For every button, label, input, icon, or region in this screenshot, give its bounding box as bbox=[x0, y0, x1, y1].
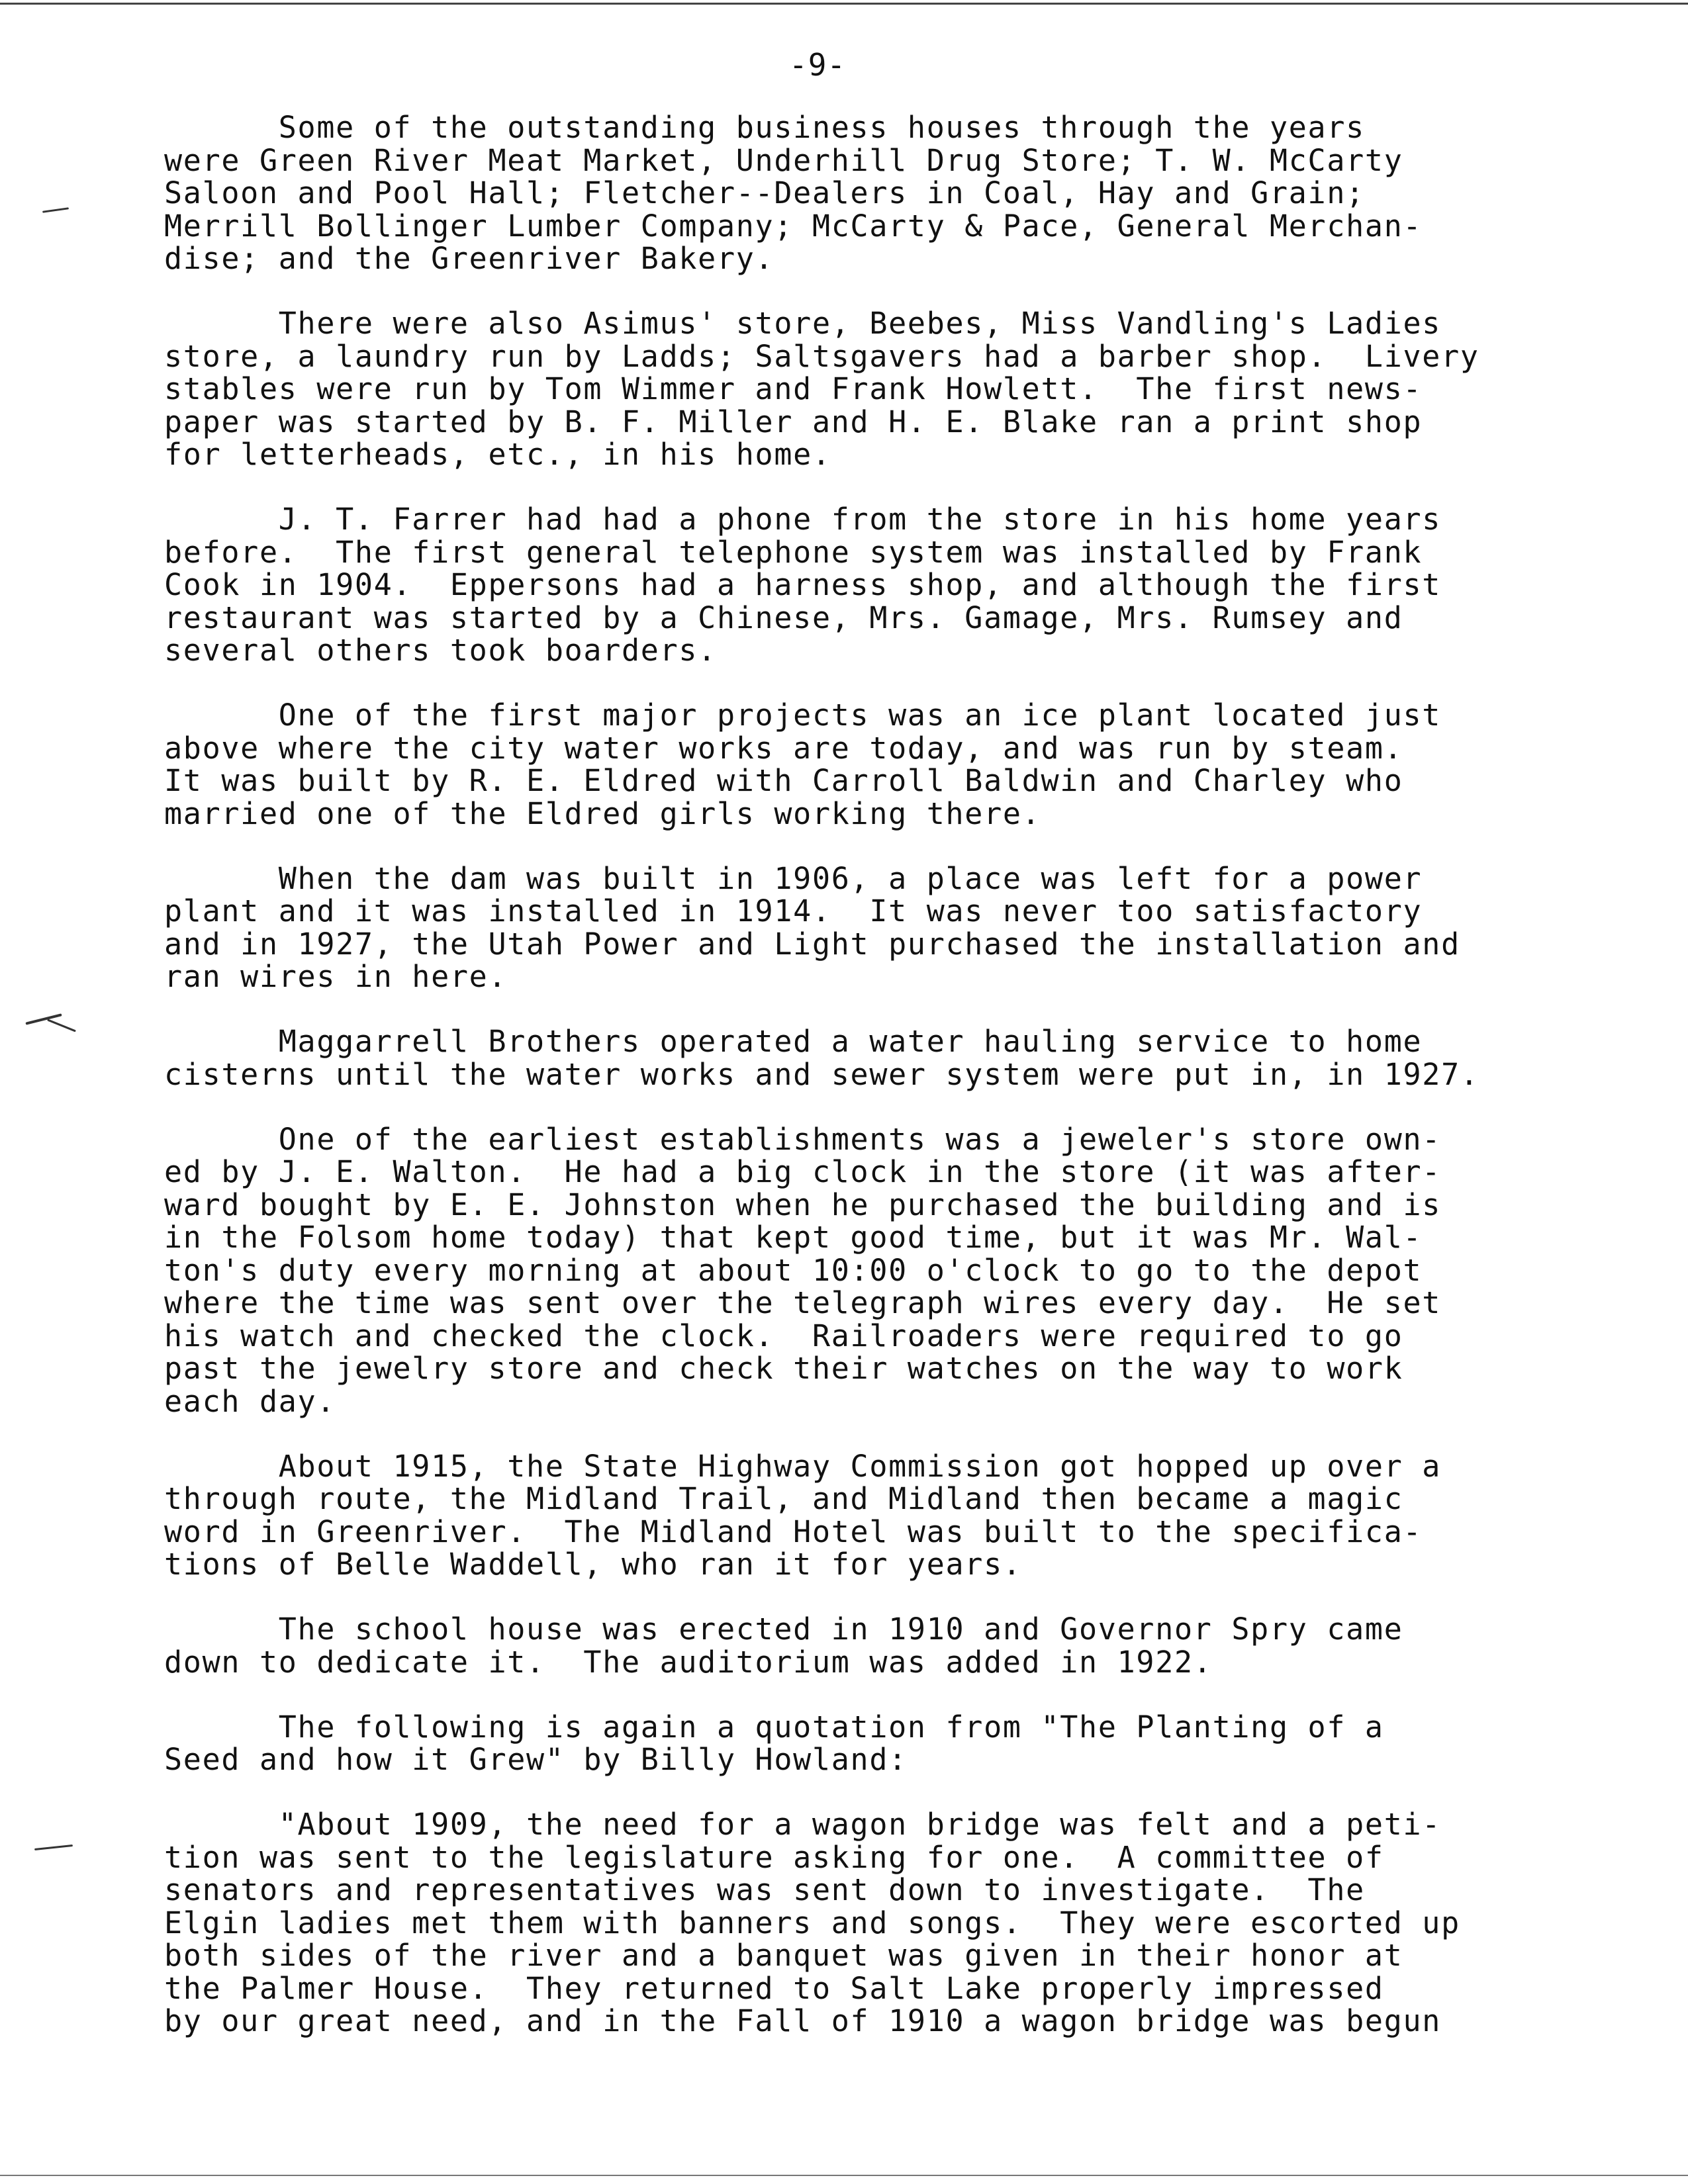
paragraph bbox=[164, 503, 1620, 667]
text-line: dise; and the Greenriver Bakery. bbox=[164, 241, 774, 276]
text-line: before. The first general telephone system was installed by Frank bbox=[164, 534, 1423, 570]
text-line: It was built by R. E. Eldred with Carroll Baldwin and Charley who bbox=[164, 763, 1403, 798]
text-line: his watch and checked the clock. Railroaders were required to go bbox=[164, 1318, 1403, 1353]
text-line: There were also Asimus' store, Beebes, Miss Vandling's Ladies bbox=[164, 306, 1442, 341]
text-line: Cook in 1904. Eppersons had a harness shop, and although the first bbox=[164, 567, 1442, 602]
text-line: Maggarrell Brothers operated a water hauling service to home bbox=[164, 1024, 1423, 1059]
text-line: Seed and how it Grew" by Billy Howland: bbox=[164, 1742, 908, 1777]
text-line: restaurant was started by a Chinese, Mrs. Gamage, Mrs. Rumsey and bbox=[164, 600, 1403, 635]
text-line: store, a laundry run by Ladds; Saltsgavers had a barber shop. Livery bbox=[164, 338, 1479, 374]
text-line: past the jewelry store and check their watches on the way to work bbox=[164, 1351, 1403, 1386]
margin-mark bbox=[34, 1844, 73, 1850]
page-number: -9- bbox=[789, 47, 847, 83]
text-line: through route, the Midland Trail, and Midland then became a magic bbox=[164, 1481, 1403, 1516]
text-line: Elgin ladies met them with banners and songs. They were escorted up bbox=[164, 1905, 1460, 1940]
text-line: J. T. Farrer had had a phone from the store in his home years bbox=[164, 502, 1442, 537]
top-scan-edge bbox=[0, 3, 1688, 5]
text-line: Saloon and Pool Hall; Fletcher--Dealers in Coal, Hay and Grain; bbox=[164, 175, 1365, 210]
text-line: tions of Belle Waddell, who ran it for years. bbox=[164, 1547, 1022, 1582]
text-line: stables were run by Tom Wimmer and Frank Howlett. The first news- bbox=[164, 371, 1423, 406]
text-line: word in Greenriver. The Midland Hotel was built to the specifica- bbox=[164, 1514, 1423, 1549]
text-line: Merrill Bollinger Lumber Company; McCarty & Pace, General Merchan- bbox=[164, 208, 1423, 244]
text-line: tion was sent to the legislature asking for one. A committee of bbox=[164, 1839, 1384, 1875]
paragraph bbox=[164, 1450, 1620, 1581]
text-line: in the Folsom home today) that kept good time, but it was Mr. Wal- bbox=[164, 1220, 1423, 1255]
text-line: One of the first major projects was an ice plant located just bbox=[164, 698, 1442, 733]
text-line: Some of the outstanding business houses through the years bbox=[164, 110, 1365, 145]
paragraph bbox=[164, 307, 1620, 471]
text-line: married one of the Eldred girls working there. bbox=[164, 796, 1041, 831]
margin-mark bbox=[42, 207, 69, 213]
text-line: About 1915, the State Highway Commission got hopped up over a bbox=[164, 1448, 1442, 1484]
text-line: were Green River Meat Market, Underhill Drug Store; T. W. McCarty bbox=[164, 142, 1403, 178]
text-line: senators and representatives was sent down to investigate. The bbox=[164, 1872, 1365, 1907]
text-line: ward bought by E. E. Johnston when he purchased the building and is bbox=[164, 1187, 1442, 1222]
bottom-scan-edge bbox=[0, 2175, 1688, 2176]
margin-mark bbox=[47, 1019, 76, 1032]
body-text bbox=[164, 111, 1620, 2070]
text-line: cisterns until the water works and sewer system were put in, in 1927. bbox=[164, 1056, 1479, 1092]
text-line: and in 1927, the Utah Power and Light purchased the installation and bbox=[164, 926, 1460, 962]
paragraph bbox=[164, 699, 1620, 830]
paragraph bbox=[164, 1808, 1620, 2038]
paragraph bbox=[164, 1025, 1620, 1091]
text-line: plant and it was installed in 1914. It was never too satisfactory bbox=[164, 893, 1423, 929]
text-line: each day. bbox=[164, 1383, 336, 1419]
text-line: the Palmer House. They returned to Salt Lake properly impressed bbox=[164, 1970, 1384, 2006]
paragraph bbox=[164, 862, 1620, 993]
text-line: paper was started by B. F. Miller and H. E. Blake ran a print shop bbox=[164, 404, 1423, 439]
text-line: When the dam was built in 1906, a place was left for a power bbox=[164, 860, 1423, 896]
text-line: down to dedicate it. The auditorium was added in 1922. bbox=[164, 1644, 1213, 1680]
paragraph bbox=[164, 1613, 1620, 1678]
paragraph bbox=[164, 111, 1620, 275]
text-line: The school house was erected in 1910 and Governor Spry came bbox=[164, 1612, 1403, 1647]
paragraph bbox=[164, 1711, 1620, 1776]
text-line: ton's duty every morning at about 10:00 o'clock to go to the depot bbox=[164, 1252, 1423, 1288]
text-line: by our great need, and in the Fall of 1910 a wagon bridge was begun bbox=[164, 2003, 1442, 2038]
text-line: several others took boarders. bbox=[164, 633, 717, 668]
text-line: One of the earliest establishments was a jeweler's store own- bbox=[164, 1121, 1442, 1157]
paragraph bbox=[164, 1123, 1620, 1418]
text-line: ran wires in here. bbox=[164, 959, 508, 994]
text-line: The following is again a quotation from "The Planting of a bbox=[164, 1709, 1384, 1745]
text-line: for letterheads, etc., in his home. bbox=[164, 437, 831, 472]
text-line: where the time was sent over the telegraph wires every day. He set bbox=[164, 1285, 1442, 1320]
text-line: above where the city water works are today, and was run by steam. bbox=[164, 730, 1403, 766]
text-line: ed by J. E. Walton. He had a big clock in the store (it was after- bbox=[164, 1154, 1442, 1189]
text-line: both sides of the river and a banquet was given in their honor at bbox=[164, 1938, 1403, 1973]
text-line: "About 1909, the need for a wagon bridge was felt and a peti- bbox=[164, 1807, 1442, 1842]
